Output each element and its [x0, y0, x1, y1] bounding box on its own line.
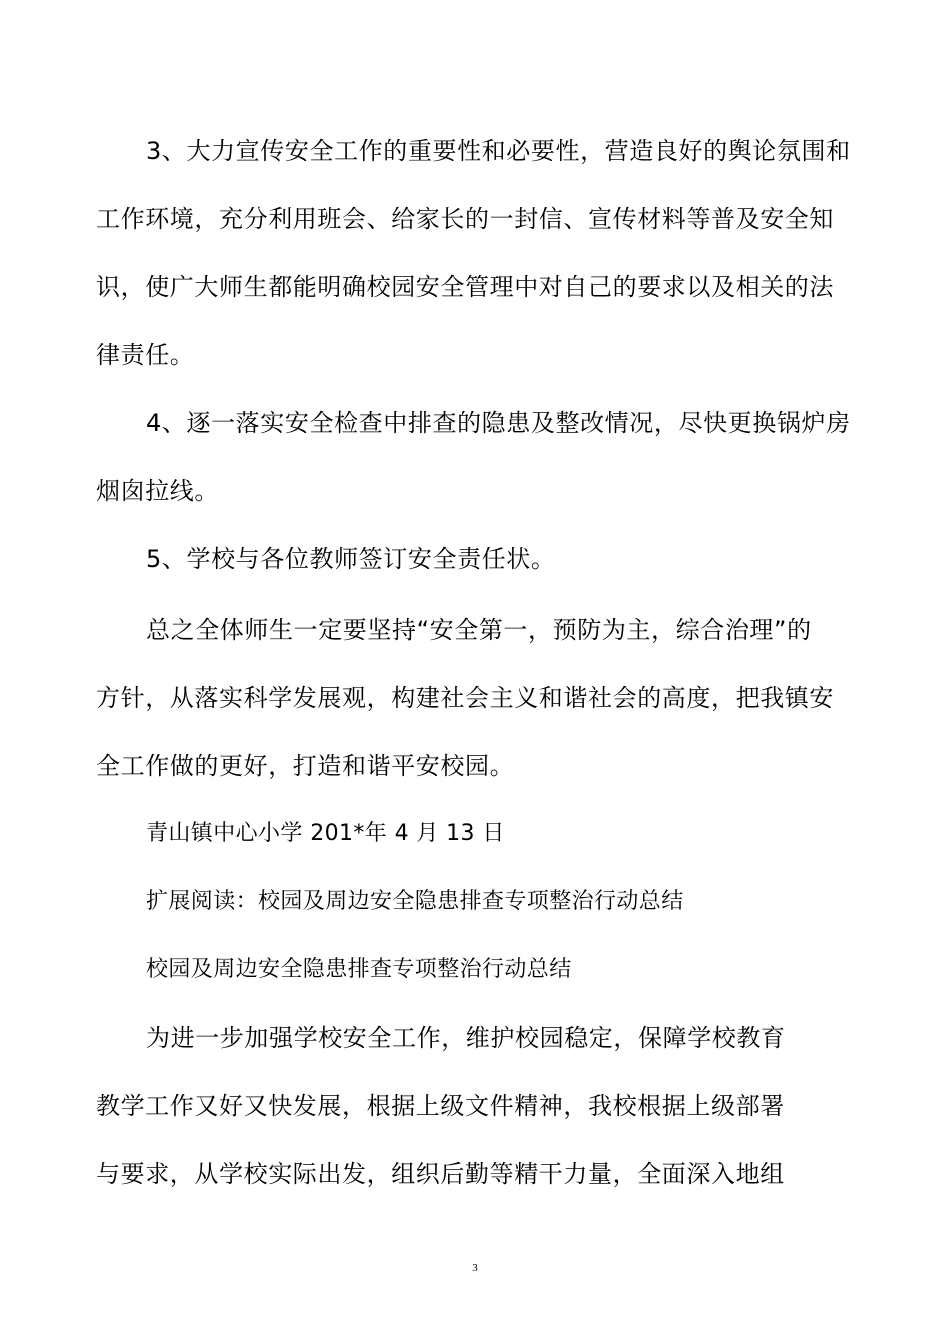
paragraph-line: 全工作做的更好，打造和谐平安校园。 [96, 752, 515, 780]
paragraph-line: 方针，从落实科学发展观，构建社会主义和谐社会的高度，把我镇安 [96, 684, 834, 712]
paragraph-line: 烟囱拉线。 [96, 477, 219, 505]
paragraph-line: 识，使广大师生都能明确校园安全管理中对自己的要求以及相关的法 [96, 273, 834, 301]
paragraph-line: 5、学校与各位教师签订安全责任状。 [146, 545, 556, 573]
paragraph-line: 工作环境，充分利用班会、给家长的一封信、宣传材料等普及安全知 [96, 205, 834, 233]
paragraph-line: 4、逐一落实安全检查中排查的隐患及整改情况，尽快更换锅炉房 [146, 409, 851, 437]
signature-date-line: 青山镇中心小学 201*年 4 月 13 日 [146, 821, 505, 846]
paragraph-line: 与要求，从学校实际出发，组织后勤等精干力量，全面深入地组 [96, 1160, 785, 1188]
paragraph-line: 律责任。 [96, 341, 195, 369]
paragraph-line: 教学工作又好又快发展，根据上级文件精神，我校根据上级部署 [96, 1092, 785, 1120]
paragraph-line: 3、大力宣传安全工作的重要性和必要性，营造良好的舆论氛围和 [146, 137, 851, 165]
extended-reading-line: 扩展阅读：校园及周边安全隐患排查专项整治行动总结 [146, 889, 684, 914]
section-title: 校园及周边安全隐患排查专项整治行动总结 [146, 957, 572, 982]
page-number: 3 [472, 1262, 478, 1274]
paragraph-line: 为进一步加强学校安全工作，维护校园稳定，保障学校教育 [146, 1024, 786, 1052]
paragraph-line: 总之全体师生一定要坚持“安全第一，预防为主，综合治理”的 [146, 616, 812, 644]
